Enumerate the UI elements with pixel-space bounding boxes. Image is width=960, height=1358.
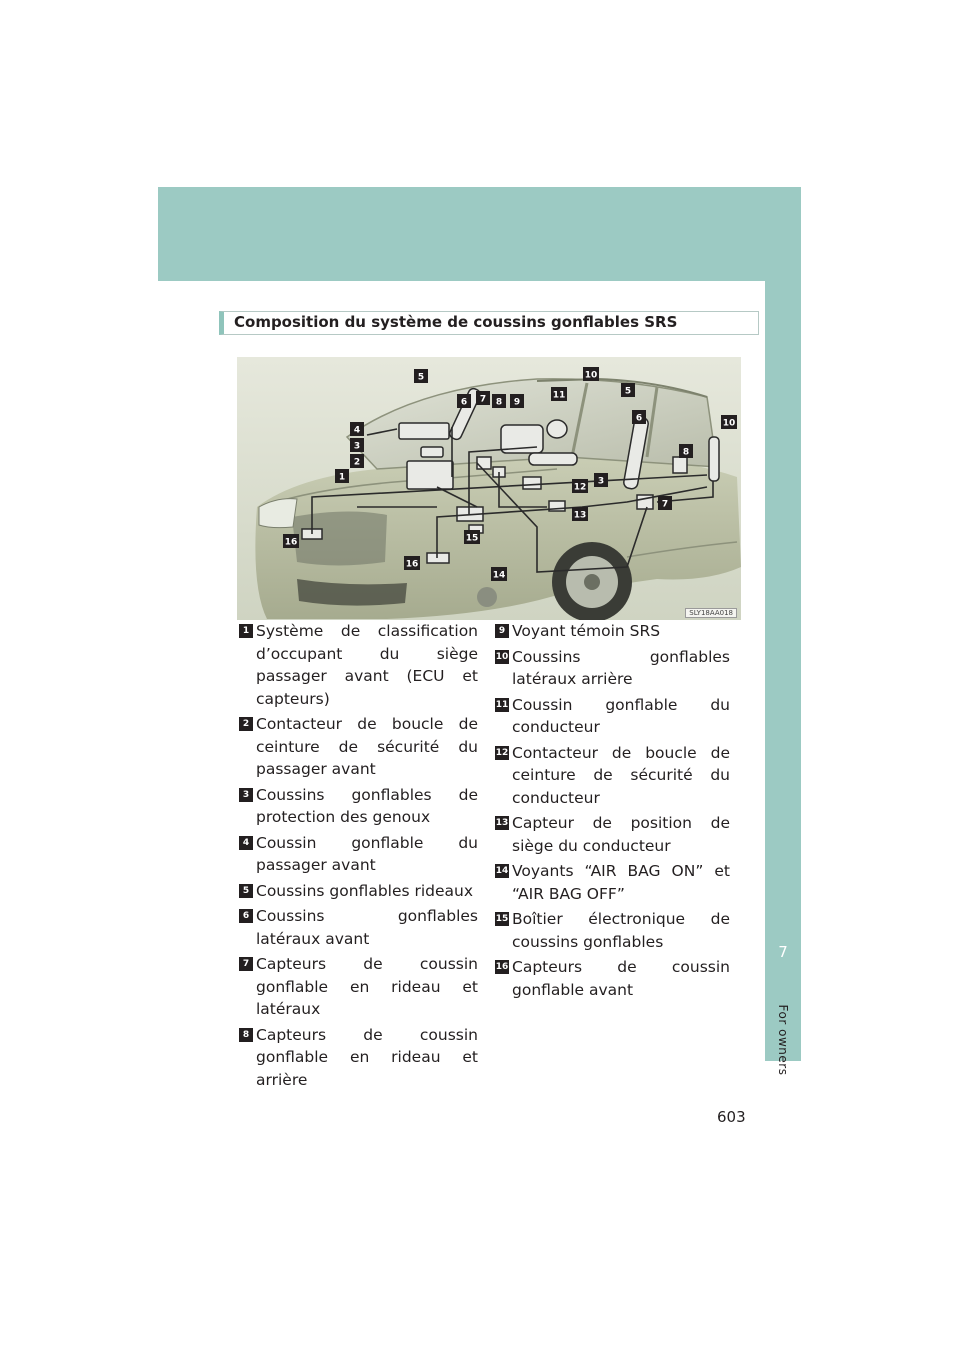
svg-text:6: 6 [460,397,468,408]
chapter-number: 7 [778,943,788,961]
section-title [219,311,759,335]
legend-text: Voyants “AIR BAG ON” et “AIR BAG OFF” [512,862,730,903]
legend-number: 11 [495,699,509,710]
legend-text: Capteur de position de siège du conducteur [512,814,730,855]
callout-10a [583,367,599,381]
callout-9 [510,394,524,408]
callout-7b [658,496,672,510]
legend-number: 5 [239,884,253,898]
car-illustration [237,357,741,620]
callout-8a [492,394,506,408]
legend-item [239,620,478,710]
legend-number: 7 [239,957,253,971]
legend-number: 3 [239,788,253,802]
legend-item [239,905,478,950]
callout-10b [721,415,737,429]
legend-item [239,880,478,903]
callout-5a [414,369,428,383]
callout-2 [350,454,364,468]
svg-text:15: 15 [465,533,479,544]
svg-text:5: 5 [624,386,632,397]
legend-item [495,646,730,691]
svg-text:14: 14 [492,570,506,581]
callout-12 [572,479,588,493]
legend-text: Capteurs de coussin gonflable avant [512,958,730,999]
legend-item [495,860,730,905]
legend-item [239,784,478,829]
legend-number: 9 [495,624,509,638]
header-band [158,187,801,281]
svg-text:16: 16 [405,559,419,570]
svg-text:12: 12 [573,482,587,493]
svg-text:1: 1 [338,472,346,483]
svg-text:9: 9 [513,397,521,408]
legend-text: Boîtier électronique de coussins gonflables [512,910,730,951]
callout-15 [464,530,480,544]
legend-item [495,812,730,857]
legend-number: 1 [239,624,253,638]
svg-text:11: 11 [552,390,566,401]
legend-text: Capteurs de coussin gonflable en rideau et latéraux [256,955,478,1018]
legend-number: 8 [239,1028,253,1042]
legend-text: Coussin gonflable du conducteur [512,695,730,736]
svg-text:2: 2 [353,457,361,468]
legend-number: 4 [239,836,253,850]
legend-item [495,620,730,643]
legend-text: Voyant témoin SRS [512,622,661,640]
page-number: 603 [717,1108,746,1126]
legend-item [495,742,730,810]
svg-text:3: 3 [597,476,605,487]
callout-1 [335,469,349,483]
legend-text: Coussins gonflables rideaux [256,881,474,900]
legend-text: Système de classification d’occupant du siège passager avant (ECU et capteurs) [256,622,478,708]
callout-5b [621,383,635,397]
legend-text: Coussins gonflables latéraux arrière [512,647,730,688]
legend-number: 2 [239,717,253,731]
svg-text:7: 7 [479,394,487,405]
legend-number: 16 [495,962,509,972]
legend-text: Contacteur de boucle de ceinture de sécurité du passager avant [256,715,478,778]
legend-number: 14 [495,866,509,876]
airbag-system-figure [237,357,741,620]
legend-number: 6 [239,909,253,923]
svg-text:3: 3 [353,441,361,452]
legend-text: Coussins gonflables latéraux avant [256,907,478,948]
svg-text:5: 5 [417,372,425,383]
callout-16b [404,556,420,570]
svg-text:13: 13 [573,510,587,521]
legend-number: 10 [495,651,509,662]
legend-item [495,694,730,739]
legend-right [495,620,730,1004]
callout-8b [679,444,693,458]
svg-text:16: 16 [284,537,298,548]
callout-14 [491,567,507,581]
svg-text:4: 4 [353,425,361,436]
callout-3b [594,473,608,487]
chapter-label [768,1000,798,1080]
section-title-text: Composition du système de coussins gonflables SRS [234,313,678,331]
legend-item [239,1024,478,1092]
chapter-label-text: For owners [776,1004,790,1076]
legend-text: Coussins gonflables de protection des genoux [256,785,478,826]
svg-text:7: 7 [661,499,669,510]
svg-text:6: 6 [635,413,643,424]
legend-text: Capteurs de coussin gonflable en rideau et arrière [256,1025,478,1089]
callout-16a [283,534,299,548]
legend-number: 13 [495,818,509,828]
legend-item [495,956,730,1001]
callout-3a [350,438,364,452]
callout-7a [476,391,490,405]
callout-4 [350,422,364,436]
legend-item [495,908,730,953]
legend-number: 15 [495,914,509,924]
legend-number: 12 [495,747,509,758]
legend-text: Coussin gonflable du passager avant [256,833,478,874]
legend-item [239,832,478,877]
callout-6a [457,394,471,408]
chapter-tab [765,281,801,1061]
svg-text:10: 10 [584,370,598,381]
legend-item [239,713,478,781]
svg-text:8: 8 [495,397,503,408]
figure-code: SLY18AA018 [685,608,737,618]
legend-left [239,620,478,1094]
svg-text:10: 10 [722,418,736,429]
callout-11 [551,387,567,401]
legend-text: Contacteur de boucle de ceinture de sécurité du conducteur [512,743,730,807]
callout-13 [572,507,588,521]
svg-text:8: 8 [682,447,690,458]
callout-6b [632,410,646,424]
legend-item [239,953,478,1021]
